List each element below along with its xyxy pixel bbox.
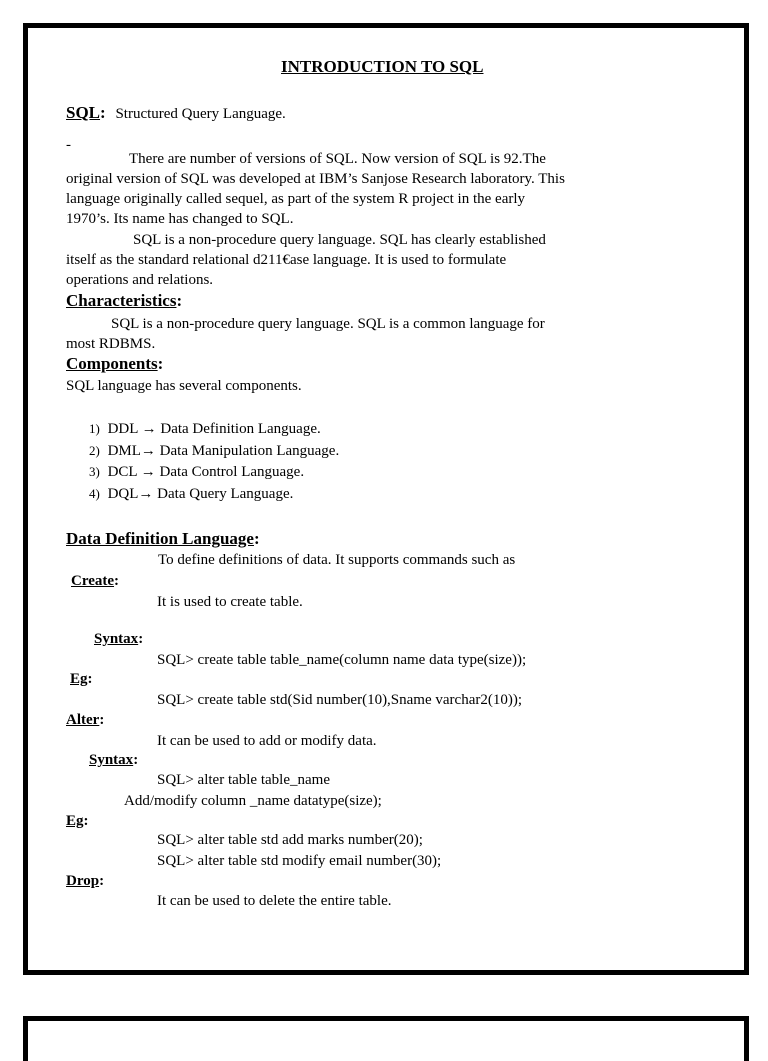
ddl-heading-text: Data Definition Language [66,529,254,548]
create-syntax-label-text: Syntax [94,631,139,647]
drop-label-text: Drop [66,873,100,889]
characteristics-colon: : [176,291,183,310]
stray-dash: - [66,137,71,153]
create-description: It is used to create table. [157,594,303,610]
intro-line-4: 1970’s. Its name has changed to SQL. [66,211,294,227]
create-syntax: SQL> create table table_name(column name data type(size)); [157,652,527,668]
intro-line-3: language originally called sequel, as part of the system R project in the early [66,191,526,207]
list-item-number: 3) [89,464,100,479]
components-colon: : [157,354,164,373]
list-item [89,485,293,503]
characteristics-line-1: SQL is a non-procedure query language. SQL is a common language for [111,316,545,332]
ddl-heading [66,530,260,548]
create-eg-colon: : [87,671,93,687]
components-heading-text: Components [66,354,158,373]
create-eg-label-text: Eg [70,671,88,687]
list-item-text: DML→ Data Manipulation Language. [107,443,340,459]
sql-label: SQL [66,103,101,122]
alter-syntax-label [89,751,138,769]
intro-line-1: There are number of versions of SQL. Now version of SQL is 92.The [129,151,546,167]
alter-label [66,711,104,729]
alter-label-text: Alter [66,712,100,728]
drop-label [66,872,104,890]
characteristics-heading-text: Characteristics [66,291,177,310]
list-item [89,442,339,460]
alter-syntax-line-1: SQL> alter table table_name [157,772,330,788]
alter-example-1: SQL> alter table std add marks number(20); [157,832,423,848]
list-item [89,463,304,481]
list-item-number: 1) [89,421,100,436]
components-heading [66,355,163,373]
alter-eg-colon: : [83,813,89,829]
alter-syntax-label-text: Syntax [89,752,134,768]
alter-eg-label-text: Eg [66,813,84,829]
create-label-text: Create [71,573,115,589]
alter-description: It can be used to add or modify data. [157,733,377,749]
next-page-frame [23,1016,749,1061]
document-title: INTRODUCTION TO SQL [281,57,484,76]
alter-example-2: SQL> alter table std modify email number(30); [157,853,442,869]
ddl-colon: : [253,529,260,548]
alter-syntax-colon: : [133,752,139,768]
create-example: SQL> create table std(Sid number(10),Sname varchar2(10)); [157,692,523,708]
drop-colon: : [99,873,105,889]
alter-colon: : [99,712,105,728]
characteristics-line-2: most RDBMS. [66,336,156,352]
components-intro: SQL language has several components. [66,378,302,394]
sql-definition [66,104,286,123]
create-label [71,572,119,590]
create-colon: : [114,573,120,589]
alter-syntax-line-2: Add/modify column _name datatype(size); [124,793,382,809]
intro-line-5: SQL is a non-procedure query language. SQL has clearly established [133,232,546,248]
create-eg-label [70,670,93,688]
alter-eg-label [66,812,89,830]
ddl-description: To define definitions of data. It supports commands such as [158,552,516,568]
intro-line-7: operations and relations. [66,272,214,288]
create-syntax-colon: : [138,631,144,647]
list-item [89,420,321,438]
create-syntax-label [94,630,143,648]
drop-description: It can be used to delete the entire table. [157,893,392,909]
list-item-number: 4) [89,486,100,501]
intro-line-6: itself as the standard relational d211€ase language. It is used to formulate [66,252,507,268]
list-item-number: 2) [89,443,100,458]
characteristics-heading [66,292,182,310]
list-item-text: DDL → Data Definition Language. [107,421,321,437]
list-item-text: DCL → Data Control Language. [107,464,305,480]
list-item-text: DQL→ Data Query Language. [107,486,294,502]
sql-definition-text: Structured Query Language. [115,106,286,122]
intro-line-2: original version of SQL was developed at IBM’s Sanjose Research laboratory. This [66,171,565,187]
sql-colon: : [100,103,106,122]
